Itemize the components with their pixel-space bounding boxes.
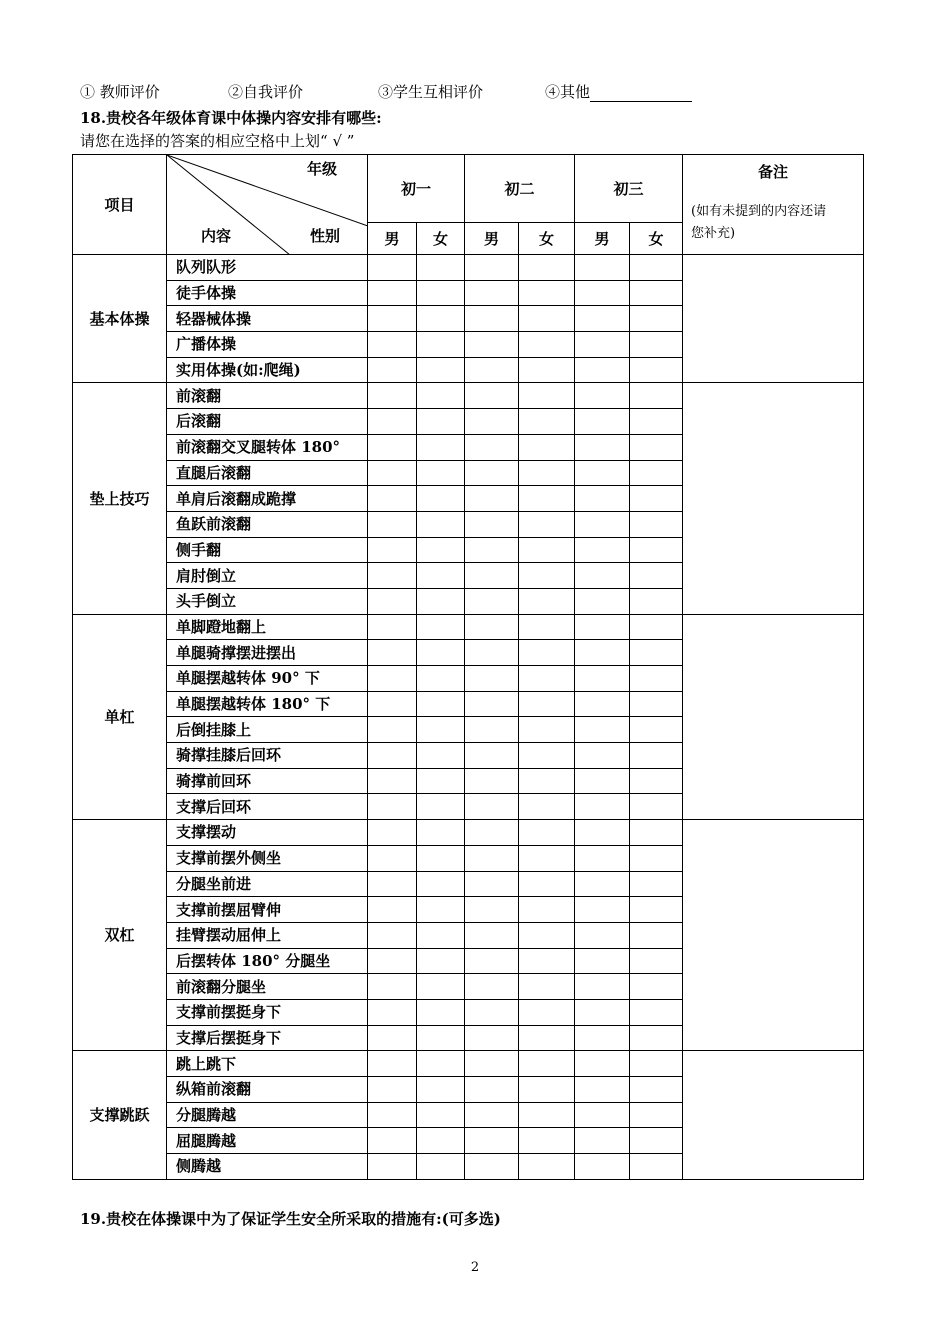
- check-cell[interactable]: [465, 1128, 519, 1154]
- item-cell: 广播体操: [167, 332, 368, 358]
- check-cell[interactable]: [417, 691, 465, 717]
- check-cell[interactable]: [368, 332, 417, 358]
- check-cell[interactable]: [417, 1051, 465, 1077]
- check-cell[interactable]: [630, 999, 683, 1025]
- option-other: [545, 81, 692, 102]
- check-cell[interactable]: [465, 460, 519, 486]
- check-cell[interactable]: [465, 537, 519, 563]
- check-cell[interactable]: [417, 820, 465, 846]
- check-cell[interactable]: [465, 871, 519, 897]
- check-cell[interactable]: [417, 1025, 465, 1051]
- check-cell[interactable]: [575, 974, 630, 1000]
- header-notes: [683, 155, 864, 255]
- check-cell[interactable]: [630, 537, 683, 563]
- item-cell: 支撑前摆外侧坐: [167, 845, 368, 871]
- check-cell[interactable]: [575, 434, 630, 460]
- check-cell[interactable]: [575, 871, 630, 897]
- check-cell[interactable]: [465, 820, 519, 846]
- check-cell[interactable]: [368, 717, 417, 743]
- check-cell[interactable]: [417, 306, 465, 332]
- item-cell: 跳上跳下: [167, 1051, 368, 1077]
- check-cell[interactable]: [368, 409, 417, 435]
- notes-hint: [683, 201, 863, 245]
- check-cell[interactable]: [465, 1051, 519, 1077]
- check-cell[interactable]: [368, 357, 417, 383]
- check-cell[interactable]: [417, 537, 465, 563]
- check-cell[interactable]: [519, 460, 575, 486]
- check-cell[interactable]: [465, 768, 519, 794]
- check-cell[interactable]: [630, 871, 683, 897]
- check-cell[interactable]: [465, 357, 519, 383]
- notes-cell[interactable]: [683, 820, 864, 1051]
- check-cell[interactable]: [519, 409, 575, 435]
- check-cell[interactable]: [519, 640, 575, 666]
- check-cell[interactable]: [417, 332, 465, 358]
- item-cell: 后滚翻: [167, 409, 368, 435]
- item-cell: 支撑前摆屈臂伸: [167, 897, 368, 923]
- check-cell[interactable]: [519, 897, 575, 923]
- check-cell[interactable]: [417, 511, 465, 537]
- check-cell[interactable]: [630, 588, 683, 614]
- item-cell: 支撑后回环: [167, 794, 368, 820]
- item-cell: 纵箱前滚翻: [167, 1077, 368, 1103]
- check-cell[interactable]: [368, 255, 417, 281]
- item-cell: 单肩后滚翻成跪撑: [167, 486, 368, 512]
- header-gender-male: 男: [465, 223, 519, 255]
- check-cell[interactable]: [417, 1102, 465, 1128]
- item-cell: 前滚翻分腿坐: [167, 974, 368, 1000]
- check-cell[interactable]: [519, 999, 575, 1025]
- item-cell: 分腿腾越: [167, 1102, 368, 1128]
- check-cell[interactable]: [417, 897, 465, 923]
- check-cell[interactable]: [368, 871, 417, 897]
- check-cell[interactable]: [465, 434, 519, 460]
- check-cell[interactable]: [368, 280, 417, 306]
- check-cell[interactable]: [575, 845, 630, 871]
- category-cell: 基本体操: [73, 255, 167, 383]
- check-cell[interactable]: [417, 614, 465, 640]
- check-cell[interactable]: [519, 255, 575, 281]
- check-cell[interactable]: [465, 897, 519, 923]
- check-cell[interactable]: [417, 871, 465, 897]
- check-cell[interactable]: [417, 1154, 465, 1180]
- item-cell: 肩肘倒立: [167, 563, 368, 589]
- check-cell[interactable]: [519, 691, 575, 717]
- check-cell[interactable]: [630, 974, 683, 1000]
- check-cell[interactable]: [465, 383, 519, 409]
- check-cell[interactable]: [630, 383, 683, 409]
- check-cell[interactable]: [519, 1154, 575, 1180]
- check-cell[interactable]: [519, 974, 575, 1000]
- notes-title: 备注: [758, 163, 789, 181]
- check-cell[interactable]: [368, 768, 417, 794]
- item-cell: 直腿后滚翻: [167, 460, 368, 486]
- item-cell: 前滚翻: [167, 383, 368, 409]
- check-cell[interactable]: [519, 1102, 575, 1128]
- category-cell: 垫上技巧: [73, 383, 167, 614]
- check-cell[interactable]: [575, 897, 630, 923]
- check-cell[interactable]: [519, 666, 575, 692]
- check-cell[interactable]: [519, 1025, 575, 1051]
- check-cell[interactable]: [630, 691, 683, 717]
- check-cell[interactable]: [575, 922, 630, 948]
- check-cell[interactable]: [630, 434, 683, 460]
- check-cell[interactable]: [368, 640, 417, 666]
- check-cell[interactable]: [368, 460, 417, 486]
- check-cell[interactable]: [417, 666, 465, 692]
- check-cell[interactable]: [630, 460, 683, 486]
- page-number: 2: [470, 1260, 480, 1275]
- check-cell[interactable]: [368, 537, 417, 563]
- check-cell[interactable]: [368, 1051, 417, 1077]
- check-cell[interactable]: [519, 743, 575, 769]
- check-cell[interactable]: [368, 511, 417, 537]
- check-cell[interactable]: [368, 1077, 417, 1103]
- check-cell[interactable]: [417, 768, 465, 794]
- check-cell[interactable]: [575, 1154, 630, 1180]
- check-cell[interactable]: [575, 666, 630, 692]
- check-cell[interactable]: [630, 409, 683, 435]
- item-cell: 侧腾越: [167, 1154, 368, 1180]
- check-cell[interactable]: [368, 486, 417, 512]
- header-grade-3: 初三: [575, 155, 683, 223]
- check-cell[interactable]: [630, 1051, 683, 1077]
- header-content-label: 内容: [201, 227, 232, 245]
- check-cell[interactable]: [519, 1128, 575, 1154]
- check-cell[interactable]: [630, 511, 683, 537]
- check-cell[interactable]: [465, 588, 519, 614]
- check-cell[interactable]: [465, 332, 519, 358]
- check-cell[interactable]: [630, 280, 683, 306]
- question-19-title: 19.贵校在体操课中为了保证学生安全所采取的措施有:(可多选): [80, 1210, 501, 1228]
- check-cell[interactable]: [417, 1077, 465, 1103]
- check-cell[interactable]: [630, 845, 683, 871]
- check-cell[interactable]: [575, 1051, 630, 1077]
- check-cell[interactable]: [630, 563, 683, 589]
- check-cell[interactable]: [519, 768, 575, 794]
- check-cell[interactable]: [465, 948, 519, 974]
- check-cell[interactable]: [575, 588, 630, 614]
- check-cell[interactable]: [368, 434, 417, 460]
- check-cell[interactable]: [575, 1128, 630, 1154]
- category-cell: 支撑跳跃: [73, 1051, 167, 1179]
- check-cell[interactable]: [630, 897, 683, 923]
- check-cell[interactable]: [368, 1128, 417, 1154]
- check-cell[interactable]: [630, 357, 683, 383]
- check-cell[interactable]: [630, 1077, 683, 1103]
- check-cell[interactable]: [368, 794, 417, 820]
- check-cell[interactable]: [519, 794, 575, 820]
- check-cell[interactable]: [575, 691, 630, 717]
- check-cell[interactable]: [575, 280, 630, 306]
- check-cell[interactable]: [575, 1025, 630, 1051]
- check-cell[interactable]: [465, 999, 519, 1025]
- option-peer-eval: ③学生互相评价: [378, 83, 484, 101]
- header-gender-male: 男: [368, 223, 417, 255]
- item-cell: 支撑摆动: [167, 820, 368, 846]
- item-cell: 头手倒立: [167, 588, 368, 614]
- check-cell[interactable]: [630, 820, 683, 846]
- item-cell: 挂臂摆动屈伸上: [167, 922, 368, 948]
- check-cell[interactable]: [417, 383, 465, 409]
- check-cell[interactable]: [417, 460, 465, 486]
- check-cell[interactable]: [417, 563, 465, 589]
- check-cell[interactable]: [519, 948, 575, 974]
- check-cell[interactable]: [368, 999, 417, 1025]
- option-teacher-eval: ① 教师评价: [80, 83, 160, 101]
- category-cell: 双杠: [73, 820, 167, 1051]
- check-cell[interactable]: [575, 383, 630, 409]
- header-diagonal-cell: [167, 155, 368, 255]
- check-cell[interactable]: [368, 948, 417, 974]
- check-cell[interactable]: [368, 1154, 417, 1180]
- check-cell[interactable]: [465, 563, 519, 589]
- check-cell[interactable]: [630, 948, 683, 974]
- check-cell[interactable]: [417, 255, 465, 281]
- table-row: [73, 1051, 864, 1077]
- check-cell[interactable]: [519, 511, 575, 537]
- check-cell[interactable]: [519, 614, 575, 640]
- header-gender-female: 女: [417, 223, 465, 255]
- check-cell[interactable]: [465, 486, 519, 512]
- check-cell[interactable]: [575, 794, 630, 820]
- check-cell[interactable]: [368, 588, 417, 614]
- check-cell[interactable]: [519, 845, 575, 871]
- item-cell: 前滚翻交叉腿转体 180°: [167, 434, 368, 460]
- header-grade-2: 初二: [465, 155, 575, 223]
- header-item: 项目: [73, 155, 167, 255]
- check-cell[interactable]: [465, 1154, 519, 1180]
- item-cell: 骑撑挂膝后回环: [167, 743, 368, 769]
- item-cell: 单腿摆越转体 90° 下: [167, 666, 368, 692]
- notes-hint-line-1: (如有未提到的内容还请: [691, 204, 827, 219]
- check-cell[interactable]: [519, 306, 575, 332]
- notes-hint-line-2: 您补充): [691, 226, 736, 241]
- table-row: [73, 255, 864, 281]
- check-cell[interactable]: [575, 511, 630, 537]
- check-cell[interactable]: [417, 434, 465, 460]
- check-cell[interactable]: [368, 614, 417, 640]
- check-cell[interactable]: [630, 255, 683, 281]
- table-row: [73, 820, 864, 846]
- check-cell[interactable]: [575, 306, 630, 332]
- check-cell[interactable]: [519, 922, 575, 948]
- check-cell[interactable]: [465, 511, 519, 537]
- check-cell[interactable]: [519, 486, 575, 512]
- check-cell[interactable]: [630, 332, 683, 358]
- check-cell[interactable]: [465, 280, 519, 306]
- check-cell[interactable]: [575, 357, 630, 383]
- header-grade-1: 初一: [368, 155, 465, 223]
- check-cell[interactable]: [630, 1154, 683, 1180]
- check-cell[interactable]: [519, 434, 575, 460]
- check-cell[interactable]: [519, 332, 575, 358]
- check-cell[interactable]: [575, 332, 630, 358]
- check-cell[interactable]: [630, 743, 683, 769]
- check-cell[interactable]: [465, 794, 519, 820]
- check-cell[interactable]: [465, 640, 519, 666]
- check-cell[interactable]: [575, 948, 630, 974]
- check-cell[interactable]: [465, 614, 519, 640]
- header-gender-female: 女: [519, 223, 575, 255]
- item-cell: 屈腿腾越: [167, 1128, 368, 1154]
- check-cell[interactable]: [417, 588, 465, 614]
- item-cell: 后摆转体 180° 分腿坐: [167, 948, 368, 974]
- check-cell[interactable]: [630, 1025, 683, 1051]
- header-gender-male: 男: [575, 223, 630, 255]
- check-cell[interactable]: [519, 383, 575, 409]
- check-cell[interactable]: [575, 255, 630, 281]
- check-cell[interactable]: [630, 717, 683, 743]
- check-cell[interactable]: [519, 537, 575, 563]
- item-cell: 单脚蹬地翻上: [167, 614, 368, 640]
- check-cell[interactable]: [465, 1102, 519, 1128]
- item-cell: 支撑后摆挺身下: [167, 1025, 368, 1051]
- check-cell[interactable]: [630, 1102, 683, 1128]
- check-cell[interactable]: [368, 922, 417, 948]
- category-cell: 单杠: [73, 614, 167, 820]
- check-cell[interactable]: [368, 563, 417, 589]
- item-cell: 后倒挂膝上: [167, 717, 368, 743]
- notes-cell[interactable]: [683, 255, 864, 383]
- check-cell[interactable]: [519, 1051, 575, 1077]
- check-cell[interactable]: [519, 357, 575, 383]
- check-cell[interactable]: [575, 563, 630, 589]
- option-other-blank-line[interactable]: [590, 87, 692, 102]
- check-cell[interactable]: [417, 486, 465, 512]
- check-cell[interactable]: [519, 717, 575, 743]
- check-cell[interactable]: [465, 974, 519, 1000]
- item-cell: 徒手体操: [167, 280, 368, 306]
- item-cell: 单腿摆越转体 180° 下: [167, 691, 368, 717]
- notes-cell[interactable]: [683, 614, 864, 820]
- check-cell[interactable]: [519, 280, 575, 306]
- header-grade-label: 年级: [307, 160, 338, 178]
- check-cell[interactable]: [575, 820, 630, 846]
- option-other-label: ④其他: [545, 83, 591, 101]
- check-cell[interactable]: [417, 1128, 465, 1154]
- check-cell[interactable]: [630, 794, 683, 820]
- check-cell[interactable]: [465, 845, 519, 871]
- check-cell[interactable]: [575, 1077, 630, 1103]
- check-cell[interactable]: [368, 306, 417, 332]
- check-cell[interactable]: [519, 820, 575, 846]
- item-cell: 鱼跃前滚翻: [167, 511, 368, 537]
- check-cell[interactable]: [417, 974, 465, 1000]
- check-cell[interactable]: [575, 537, 630, 563]
- check-cell[interactable]: [368, 1102, 417, 1128]
- check-cell[interactable]: [417, 948, 465, 974]
- check-cell[interactable]: [417, 640, 465, 666]
- item-cell: 骑撑前回环: [167, 768, 368, 794]
- check-cell[interactable]: [465, 743, 519, 769]
- check-cell[interactable]: [575, 717, 630, 743]
- check-cell[interactable]: [519, 1077, 575, 1103]
- check-cell[interactable]: [465, 666, 519, 692]
- item-cell: 侧手翻: [167, 537, 368, 563]
- check-cell[interactable]: [417, 409, 465, 435]
- check-cell[interactable]: [630, 922, 683, 948]
- check-cell[interactable]: [368, 1025, 417, 1051]
- check-cell[interactable]: [575, 1102, 630, 1128]
- option-self-eval: ②自我评价: [228, 83, 304, 101]
- check-cell[interactable]: [630, 768, 683, 794]
- table-row: [73, 383, 864, 409]
- check-cell[interactable]: [575, 768, 630, 794]
- check-cell[interactable]: [417, 922, 465, 948]
- check-cell[interactable]: [417, 717, 465, 743]
- check-cell[interactable]: [465, 922, 519, 948]
- header-gender-female: 女: [630, 223, 683, 255]
- check-cell[interactable]: [465, 717, 519, 743]
- check-cell[interactable]: [519, 563, 575, 589]
- check-cell[interactable]: [368, 820, 417, 846]
- check-cell[interactable]: [417, 357, 465, 383]
- check-cell[interactable]: [417, 794, 465, 820]
- check-cell[interactable]: [630, 1128, 683, 1154]
- check-cell[interactable]: [630, 640, 683, 666]
- notes-cell[interactable]: [683, 383, 864, 614]
- check-cell[interactable]: [465, 306, 519, 332]
- check-cell[interactable]: [368, 743, 417, 769]
- check-cell[interactable]: [519, 588, 575, 614]
- item-cell: 分腿坐前进: [167, 871, 368, 897]
- check-cell[interactable]: [575, 409, 630, 435]
- check-cell[interactable]: [465, 1077, 519, 1103]
- header-gender-label: 性别: [310, 227, 341, 245]
- check-cell[interactable]: [465, 409, 519, 435]
- item-cell: 支撑前摆挺身下: [167, 999, 368, 1025]
- item-cell: 实用体操(如:爬绳): [167, 357, 368, 383]
- check-cell[interactable]: [368, 845, 417, 871]
- check-cell[interactable]: [417, 743, 465, 769]
- gymnastics-content-table: [72, 154, 864, 1180]
- check-cell[interactable]: [368, 897, 417, 923]
- item-cell: 轻器械体操: [167, 306, 368, 332]
- item-cell: 单腿骑撑摆进摆出: [167, 640, 368, 666]
- check-cell[interactable]: [417, 845, 465, 871]
- check-cell[interactable]: [519, 871, 575, 897]
- check-cell[interactable]: [575, 486, 630, 512]
- item-cell: 队列队形: [167, 255, 368, 281]
- check-cell[interactable]: [575, 743, 630, 769]
- question-18-instruction: 请您在选择的答案的相应空格中上划“ √ ”: [80, 132, 355, 150]
- check-cell[interactable]: [417, 999, 465, 1025]
- check-cell[interactable]: [465, 255, 519, 281]
- check-cell[interactable]: [465, 691, 519, 717]
- table-body: [73, 255, 864, 1180]
- check-cell[interactable]: [575, 614, 630, 640]
- check-cell[interactable]: [630, 666, 683, 692]
- check-cell[interactable]: [368, 383, 417, 409]
- check-cell[interactable]: [465, 1025, 519, 1051]
- check-cell[interactable]: [575, 460, 630, 486]
- check-cell[interactable]: [630, 486, 683, 512]
- table-row: [73, 614, 864, 640]
- check-cell[interactable]: [575, 640, 630, 666]
- notes-cell[interactable]: [683, 1051, 864, 1179]
- check-cell[interactable]: [368, 691, 417, 717]
- check-cell[interactable]: [417, 280, 465, 306]
- check-cell[interactable]: [630, 614, 683, 640]
- question-18-title: 18.贵校各年级体育课中体操内容安排有哪些:: [80, 109, 382, 127]
- check-cell[interactable]: [368, 666, 417, 692]
- check-cell[interactable]: [368, 974, 417, 1000]
- check-cell[interactable]: [575, 999, 630, 1025]
- check-cell[interactable]: [630, 306, 683, 332]
